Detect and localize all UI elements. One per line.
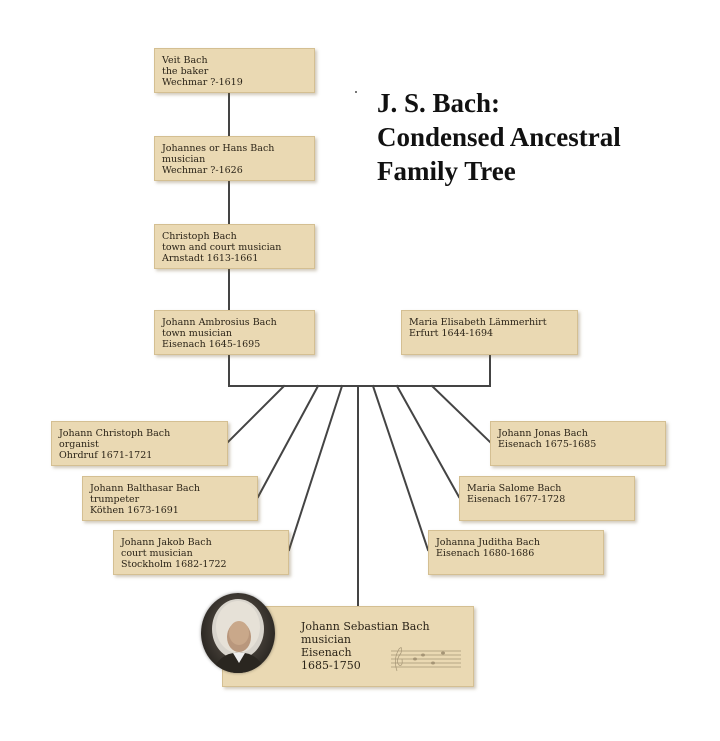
bach-portrait-image: [201, 593, 275, 673]
person-name: Christoph Bach: [162, 231, 237, 242]
person-name: Veit Bach: [162, 55, 208, 66]
title-line: Family Tree: [377, 156, 516, 186]
person-box-johann-christoph: [51, 421, 228, 466]
person-detail: trumpeter: [90, 494, 140, 505]
person-detail: court musician: [121, 548, 193, 559]
person-box-js-bach: [222, 606, 474, 687]
person-name: Maria Salome Bach: [467, 483, 562, 494]
person-detail: town and court musician: [162, 242, 282, 253]
sibling-connector-jj: [289, 386, 342, 550]
person-detail: Ohrdruf 1671-1721: [59, 450, 153, 461]
person-detail: Wechmar ?-1626: [162, 165, 243, 176]
person-box-johann-ambrosius-bach: [154, 310, 315, 355]
person-detail: Köthen 1673-1691: [90, 505, 179, 516]
sibling-connector-jc: [228, 386, 284, 442]
person-box-johann-jakob: [113, 530, 289, 575]
person-name: Johann Jonas Bach: [498, 428, 588, 439]
person-box-johanna-juditha: [428, 530, 604, 575]
person-name: Johann Sebastian Bach: [301, 620, 430, 633]
person-box-johann-jonas: [490, 421, 666, 466]
person-detail: Eisenach: [301, 646, 352, 659]
person-name: Johann Jakob Bach: [121, 537, 212, 548]
person-box-johannes-bach: [154, 136, 315, 181]
person-box-christoph-bach: [154, 224, 315, 269]
person-name: Johann Ambrosius Bach: [162, 317, 277, 328]
person-detail: musician: [162, 154, 206, 165]
person-detail: Wechmar ?-1619: [162, 77, 243, 88]
person-detail: Stockholm 1682-1722: [121, 559, 227, 570]
sibling-connector-jon: [432, 386, 490, 442]
person-detail: the baker: [162, 66, 209, 77]
person-name: Johanna Juditha Bach: [436, 537, 540, 548]
person-box-maria-elisabeth: [401, 310, 578, 355]
person-box-johann-balthasar: [82, 476, 258, 521]
music-score-watermark: [391, 637, 461, 677]
sibling-connector-jud: [373, 386, 428, 550]
person-box-maria-salome: [459, 476, 635, 521]
person-detail: Eisenach 1680-1686: [436, 548, 535, 559]
person-name: Johann Christoph Bach: [59, 428, 171, 439]
title-line: Condensed Ancestral: [377, 122, 621, 152]
title-line: J. S. Bach:: [377, 88, 501, 118]
person-detail: Eisenach 1675-1685: [498, 439, 597, 450]
person-detail: 1685-1750: [301, 659, 361, 672]
person-detail: musician: [301, 633, 351, 646]
person-detail: Arnstadt 1613-1661: [162, 253, 259, 264]
person-name: Johann Balthasar Bach: [90, 483, 201, 494]
person-detail: Erfurt 1644-1694: [409, 328, 494, 339]
page-title: [377, 86, 621, 188]
person-detail: Eisenach 1645-1695: [162, 339, 261, 350]
person-box-veit-bach: [154, 48, 315, 93]
person-detail: organist: [59, 439, 99, 450]
stray-dot: [355, 91, 357, 93]
person-detail: Eisenach 1677-1728: [467, 494, 566, 505]
person-detail: town musician: [162, 328, 232, 339]
person-name: Maria Elisabeth Lämmerhirt: [409, 317, 547, 328]
person-name: Johannes or Hans Bach: [162, 143, 275, 154]
